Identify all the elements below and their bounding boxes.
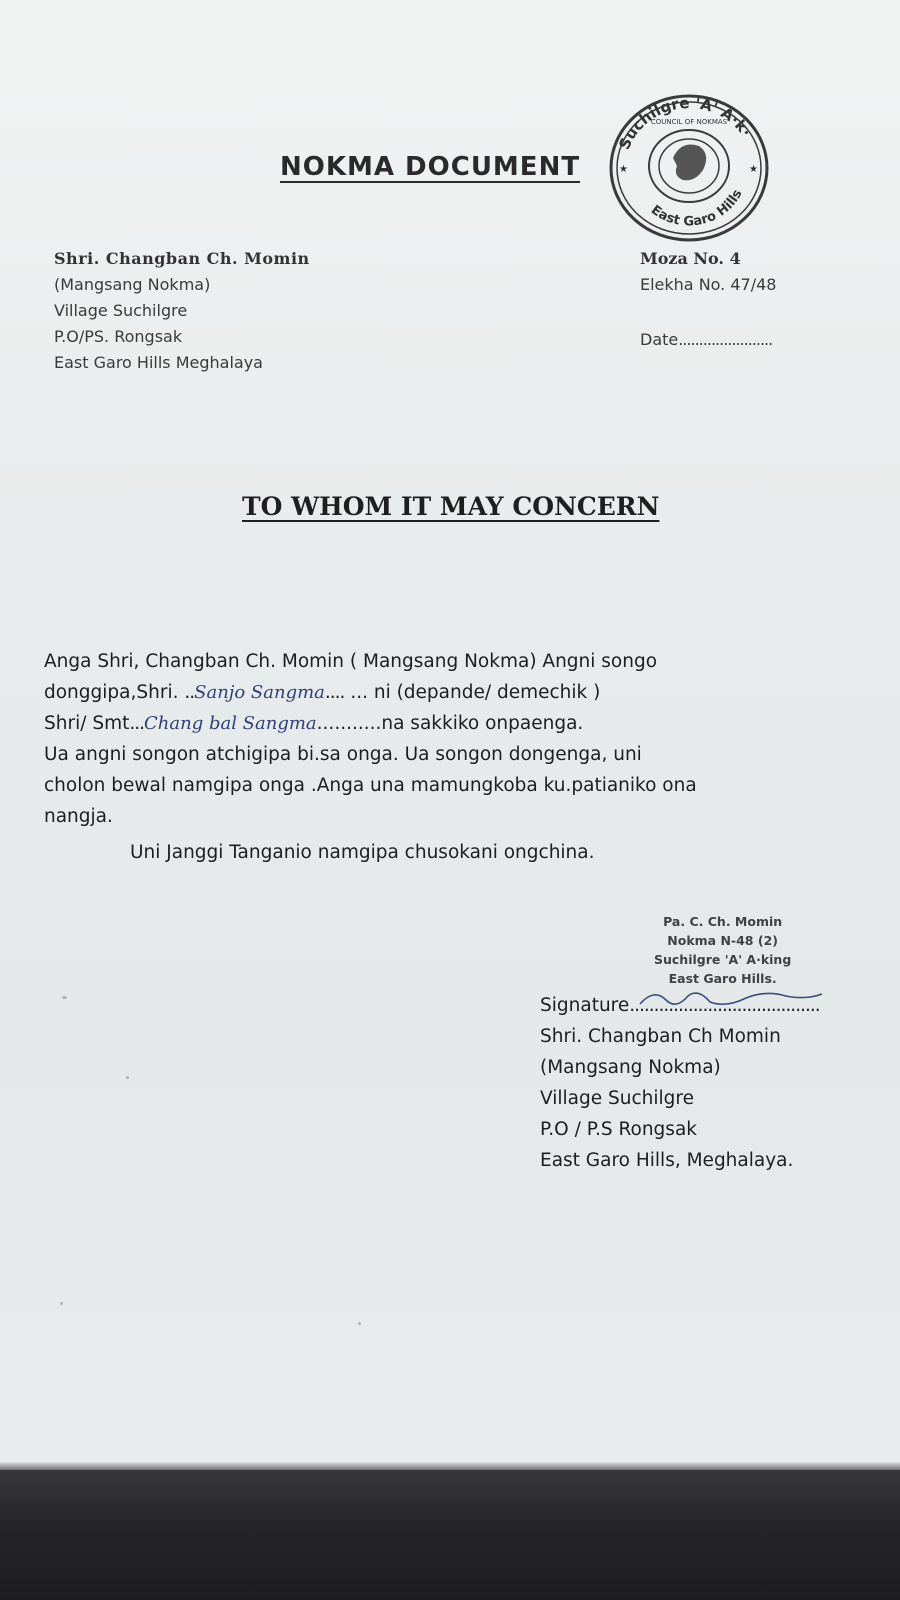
signature-label: Signature [540, 995, 630, 1016]
official-stamp [654, 912, 791, 988]
moza-number: Moza No. 4 [640, 249, 741, 268]
issuer-name: Shri. Changban Ch. Momin [54, 249, 310, 268]
paper-speck [126, 1076, 129, 1079]
date-field [640, 330, 772, 349]
body-text-segment: ...........na sakkiko onpaenga. [316, 713, 584, 734]
body-text-segment: ... ni (depande/ demechik ) [344, 682, 601, 703]
date-label: Date [640, 330, 679, 349]
paper-speck [60, 1302, 63, 1305]
seal-bottom-text: East Garo Hills [648, 187, 746, 230]
stamp-line: East Garo Hills. [668, 971, 777, 986]
issuer-address [54, 246, 310, 376]
issuer-title: (Mangsang Nokma) [54, 275, 211, 294]
reference-block [640, 246, 776, 298]
body-line [44, 708, 864, 739]
date-blank: ....................... [678, 330, 773, 349]
seal-star-icon: ★ [749, 164, 758, 175]
signatory-title: (Mangsang Nokma) [540, 1057, 721, 1078]
closing-line: Uni Janggi Tanganio namgipa chusokani ongchina. [130, 842, 595, 863]
issuer-post-office: P.O/PS. Rongsak [54, 327, 183, 346]
body-line [44, 677, 864, 708]
stamp-line: Suchilgre 'A' A·king [654, 952, 792, 967]
signature-blank: ....................................... [629, 995, 820, 1016]
stamp-line: Nokma N-48 (2) [667, 933, 778, 948]
body-line: nangja. [44, 806, 113, 827]
handwritten-parent-name: Chang bal Sangma [144, 713, 317, 734]
body-dots: ... [129, 713, 145, 734]
background-surface [0, 1470, 900, 1600]
body-dots: .. [184, 682, 195, 703]
certificate-body [44, 646, 864, 832]
signatory-post-office: P.O / P.S Rongsak [540, 1119, 697, 1140]
body-line: Ua angni songon atchigipa bi.sa onga. Ua songon dongenga, uni [44, 744, 642, 765]
signatory-name: Shri. Changban Ch Momin [540, 1026, 781, 1047]
body-line: Anga Shri, Changban Ch. Momin ( Mangsang Nokma) Angni songo [44, 651, 658, 672]
elekha-number: Elekha No. 47/48 [640, 275, 777, 294]
issuer-district: East Garo Hills Meghalaya [54, 353, 263, 372]
seal-inner-text: COUNCIL OF NOKMAS [650, 118, 728, 126]
handwritten-name: Sanjo Sangma [194, 682, 325, 703]
paper-speck [62, 996, 67, 999]
body-text-segment: donggipa,Shri. [44, 682, 185, 703]
body-dots: .... [324, 682, 345, 703]
signature-block [540, 990, 820, 1176]
heading: TO WHOM IT MAY CONCERN [242, 492, 660, 521]
council-seal [603, 88, 775, 250]
seal-star-icon: ★ [619, 164, 628, 175]
issuer-village: Village Suchilgre [54, 301, 188, 320]
body-text-segment: Shri/ Smt [44, 713, 130, 734]
signatory-district: East Garo Hills, Meghalaya. [540, 1150, 794, 1171]
document-title: NOKMA DOCUMENT [280, 152, 581, 182]
stamp-line: Pa. C. Ch. Momin [663, 914, 783, 929]
seal-outer-text: Suchilgre 'A' A·k· [615, 93, 756, 153]
paper-speck [358, 1322, 361, 1325]
signature-line [540, 990, 820, 1021]
signatory-village: Village Suchilgre [540, 1088, 694, 1109]
body-line: cholon bewal namgipa onga .Anga una mamungkoba ku.patianiko ona [44, 775, 697, 796]
